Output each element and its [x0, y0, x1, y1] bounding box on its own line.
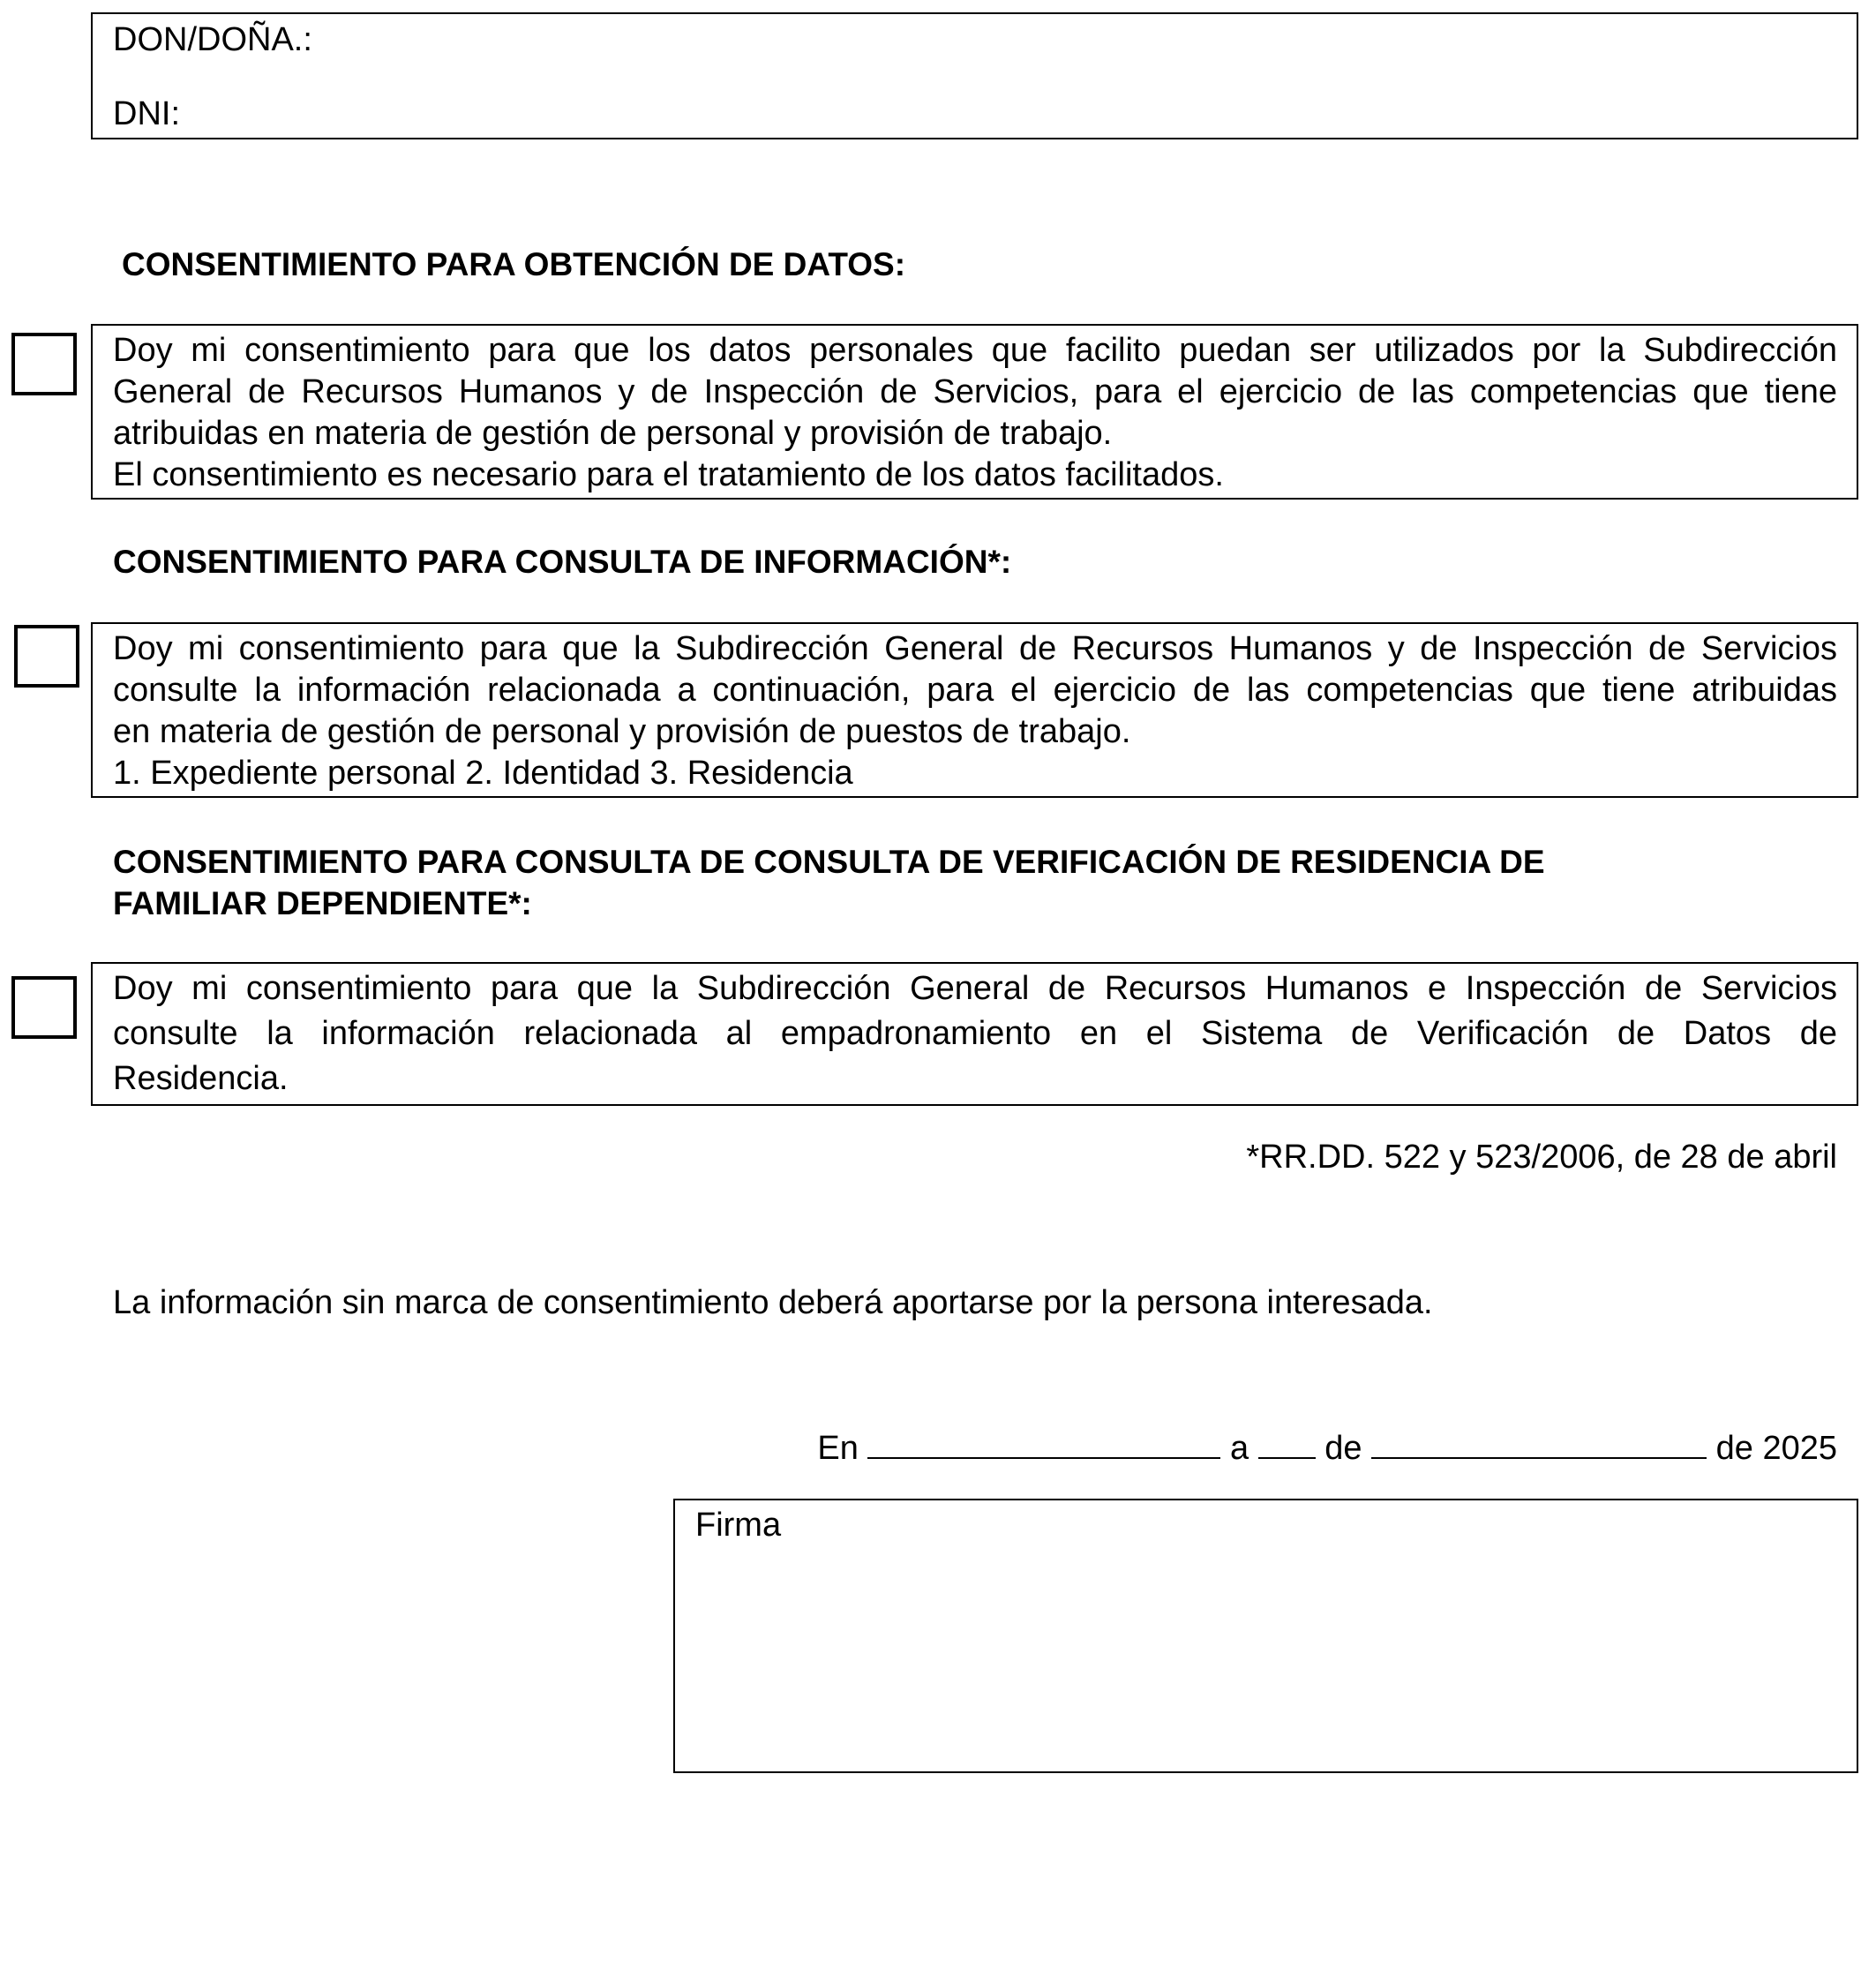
section2-line: Doy mi consentimiento para que la Subdirección General de Recursos Humanos y de Inspección de Servicios — [113, 630, 1837, 667]
footnote: *RR.DD. 522 y 523/2006, de 28 de abril — [1246, 1139, 1837, 1176]
section2-line: consulte la información relacionada a continuación, para el ejercicio de las competencias que tiene atribuidas — [113, 672, 1837, 709]
section1-line: General de Recursos Humanos y de Inspección de Servicios, para el ejercicio de las competencias que tiene — [113, 373, 1837, 410]
date-de-label: de — [1324, 1430, 1362, 1467]
consent-data-checkbox[interactable] — [11, 333, 77, 395]
section3-heading-line2: FAMILIAR DEPENDIENTE*: — [113, 885, 532, 921]
place-blank[interactable] — [867, 1427, 1220, 1459]
identity-box — [91, 12, 1858, 139]
section3-line: Doy mi consentimiento para que la Subdirección General de Recursos Humanos e Inspección de Servicios — [113, 970, 1837, 1007]
date-a-label: a — [1229, 1430, 1249, 1467]
section2-heading: CONSENTIMIENTO PARA CONSULTA DE INFORMACIÓN*: — [113, 544, 1012, 580]
section3-line: Residencia. — [113, 1060, 289, 1097]
name-label: DON/DOÑA.: — [113, 21, 312, 58]
consent-residence-checkbox[interactable] — [11, 976, 77, 1039]
section3-line: consulte la información relacionada al empadronamiento en el Sistema de Verificación de Datos de — [113, 1015, 1837, 1052]
section1-line: El consentimiento es necesario para el tratamiento de los datos facilitados. — [113, 456, 1224, 493]
section2-line: en materia de gestión de personal y provisión de puestos de trabajo. — [113, 713, 1131, 750]
date-year-label: de 2025 — [1715, 1430, 1837, 1467]
section3-text — [113, 966, 1837, 1101]
section2-text — [113, 628, 1837, 794]
signature-box[interactable] — [673, 1499, 1858, 1773]
consent-info-checkbox[interactable] — [14, 625, 79, 688]
section3-heading-line1: CONSENTIMIENTO PARA CONSULTA DE CONSULTA DE VERIFICACIÓN DE RESIDENCIA DE — [113, 844, 1545, 880]
section1-line: atribuidas en materia de gestión de personal y provisión de trabajo. — [113, 415, 1113, 452]
section1-line: Doy mi consentimiento para que los datos personales que facilito puedan ser utilizados por la Subdirección — [113, 332, 1837, 369]
section1-heading: CONSENTIMIENTO PARA OBTENCIÓN DE DATOS: — [122, 246, 906, 282]
signature-label: Firma — [695, 1507, 782, 1544]
section1-text — [113, 330, 1837, 496]
dni-label: DNI: — [113, 95, 180, 132]
date-line — [817, 1427, 1837, 1470]
notice-text: La información sin marca de consentimiento deberá aportarse por la persona interesada. — [113, 1284, 1433, 1321]
date-en-label: En — [817, 1430, 859, 1467]
section2-line: 1. Expediente personal 2. Identidad 3. Residencia — [113, 755, 853, 792]
day-blank[interactable] — [1258, 1427, 1316, 1459]
month-blank[interactable] — [1371, 1427, 1707, 1459]
